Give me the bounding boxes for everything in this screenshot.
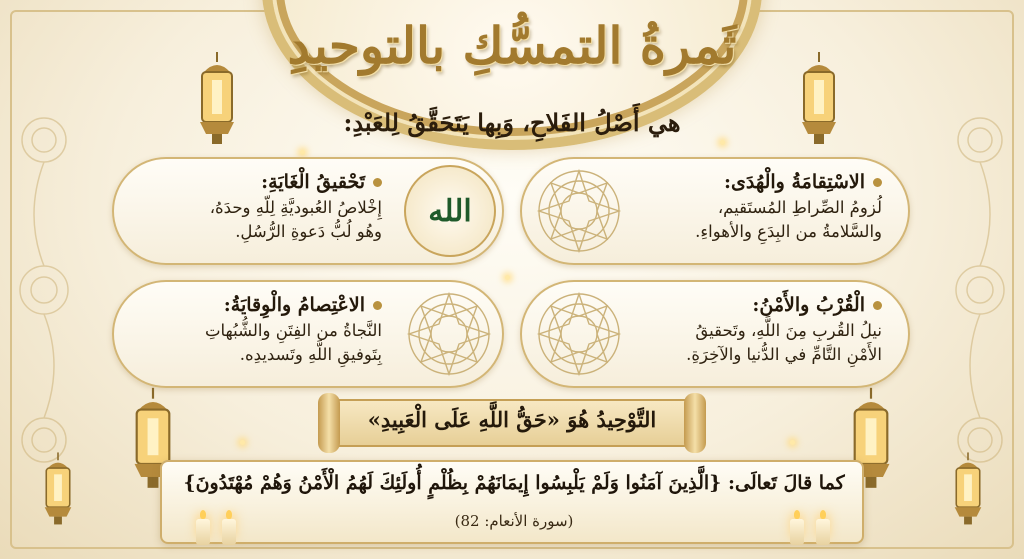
- card-achieving-goal: [112, 157, 504, 265]
- bullet-dot-icon: [873, 178, 882, 187]
- card-protection: [112, 280, 504, 388]
- scroll-text: التَّوْحِيدُ هُوَ «حَقُّ اللَّهِ عَلَى الْعَبِيدِ»: [367, 407, 657, 432]
- card-heading: [132, 294, 382, 316]
- card-line: نيلُ القُربِ مِنَ اللَّهِ، وتَحقيقُ: [695, 321, 882, 340]
- card-heading-text: الاعْتِصامُ والْوِقايَةُ:: [223, 294, 365, 316]
- scroll-banner: [318, 393, 706, 453]
- bullet-dot-icon: [873, 301, 882, 310]
- card-line: لُزومُ الصِّراطِ المُستَقيم،: [717, 198, 882, 217]
- candle-icon: [790, 519, 804, 545]
- sparkle: [240, 440, 245, 445]
- allah-calligraphy-emblem: الله: [404, 165, 496, 257]
- card-steadfastness: [520, 157, 910, 265]
- rosette-ornament-icon: [406, 291, 492, 377]
- quran-verse: كما قالَ تَعالَى: {الَّذِينَ آمَنُوا وَلَمْ يَلْبِسُوا إِيمَانَهُمْ بِظُلْمٍ أُولَئِكَ لَهُمُ الْأَمْنُ وَهُمْ مُهْتَدُونَ}: [183, 472, 845, 494]
- lantern-icon: [950, 450, 986, 530]
- rosette-ornament-icon: [536, 168, 622, 254]
- card-line: والسَّلامةُ من البِدَعِ والأهواءِ.: [695, 221, 882, 241]
- card-line: وهُو لُبُّ دَعوةِ الرُّسُلِ.: [235, 221, 382, 241]
- candle-icon: [196, 519, 210, 545]
- page-title: ثَمرةُ التمسُّكِ بالتوحيدِ: [287, 16, 737, 75]
- candle-icon: [816, 519, 830, 545]
- card-line: إِخْلاصُ العُبوديَّةِ لِلّهِ وحدَهُ،: [209, 198, 382, 217]
- card-line: الأَمْنِ التَّامِّ في الدُّنيا والآخِرَةِ.: [686, 344, 882, 364]
- bullet-dot-icon: [373, 178, 382, 187]
- rosette-ornament-icon: [536, 291, 622, 377]
- verse-banner: [160, 460, 864, 544]
- sparkle: [720, 140, 725, 145]
- bullet-dot-icon: [373, 301, 382, 310]
- card-heading-text: الْقُرْبُ والأَمْنُ:: [752, 294, 865, 316]
- card-heading: [132, 171, 382, 193]
- sparkle: [790, 440, 795, 445]
- card-heading: [612, 171, 882, 193]
- card-line: بِتَوفيقِ اللَّهِ وتَسديدِه.: [239, 344, 382, 364]
- card-nearness-security: [520, 280, 910, 388]
- card-heading-text: تَحْقيقُ الْغَايَةِ:: [261, 171, 365, 193]
- card-heading-text: الاسْتِقامَةُ والْهُدَى:: [723, 171, 865, 193]
- sparkle: [505, 275, 510, 280]
- card-heading: [612, 294, 882, 316]
- page-subtitle: هي أَصْلُ الفَلاحِ، وَبِها يَتَحَقَّقُ لِلعَبْدِ:: [343, 108, 681, 137]
- verse-reference: (سورة الأنعام: 82): [454, 512, 574, 530]
- candle-icon: [222, 519, 236, 545]
- sparkle: [300, 150, 305, 155]
- lantern-icon: [40, 450, 76, 530]
- card-line: النَّجاةُ من الفِتَنِ والشُّبُهاتِ: [205, 321, 382, 340]
